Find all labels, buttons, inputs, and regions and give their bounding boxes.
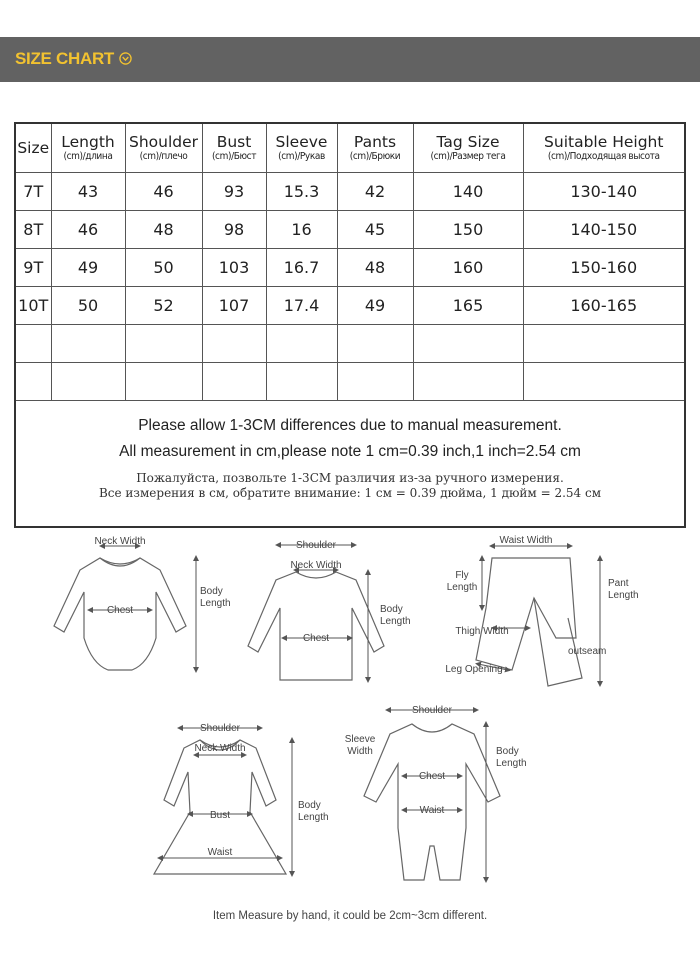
- column-header-unit: (cm)/Подходящая высота: [547, 150, 660, 162]
- column-header-label: Suitable Height: [544, 132, 664, 151]
- table-cell: [266, 324, 337, 362]
- column-header-label: Size: [17, 138, 50, 157]
- bodysuit-body-label: Body: [200, 586, 223, 597]
- table-cell: 49: [51, 248, 125, 286]
- table-cell: 16.7: [266, 248, 337, 286]
- column-header: [202, 124, 266, 172]
- romper-length-label: Length: [496, 758, 527, 769]
- table-cell: 130-140: [523, 172, 684, 210]
- table-cell: [523, 324, 684, 362]
- column-header: [523, 124, 684, 172]
- column-header-label: Bust: [216, 132, 252, 151]
- table-cell: [125, 362, 202, 400]
- romper-sleeve-label: Sleeve: [344, 734, 376, 745]
- dress-shoulder-label: Shoulder: [199, 723, 241, 734]
- table-cell: 48: [125, 210, 202, 248]
- romper-diagram: [364, 724, 500, 880]
- table-row: [16, 172, 684, 210]
- dress-neck-width-label: Neck Width: [194, 743, 246, 754]
- table-cell: 16: [266, 210, 337, 248]
- romper-shoulder-label: Shoulder: [411, 705, 453, 716]
- table-cell: 45: [337, 210, 413, 248]
- column-header-unit: (cm)/Бюст: [211, 150, 257, 162]
- shirt-diagram: [248, 572, 384, 680]
- pants-waist-width-label: Waist Width: [499, 535, 553, 546]
- column-header-unit: (cm)/Размер тега: [430, 150, 506, 162]
- bodysuit-chest-label: Chest: [106, 605, 134, 616]
- pants-leg-opening-label: Leg Opening: [445, 664, 503, 675]
- bodysuit-length-label: Length: [200, 598, 231, 609]
- pants-fly-label: Fly: [455, 570, 469, 581]
- shirt-shoulder-label: Shoulder: [295, 540, 337, 551]
- size-chart-title: SIZE CHART: [15, 49, 115, 68]
- pants-thigh-width-label: Thigh Width: [455, 626, 509, 637]
- table-cell: [202, 324, 266, 362]
- size-chart-box: [14, 122, 686, 528]
- table-cell: 160: [413, 248, 523, 286]
- table-row: [16, 286, 684, 324]
- table-cell: [16, 324, 51, 362]
- table-cell: 46: [51, 210, 125, 248]
- table-cell: 103: [202, 248, 266, 286]
- shirt-body-label: Body: [380, 604, 403, 615]
- column-header: [51, 124, 125, 172]
- note-conversion: All measurement in cm,please note 1 cm=0.39 inch,1 inch=2.54 cm: [119, 443, 581, 460]
- column-header: [16, 124, 51, 172]
- table-cell: [337, 362, 413, 400]
- romper-sleeve-width-label: Width: [347, 746, 373, 757]
- measurement-diagrams: [0, 528, 700, 908]
- table-cell: [125, 324, 202, 362]
- table-cell: [413, 362, 523, 400]
- romper-chest-label: Chest: [418, 771, 446, 782]
- table-cell: 165: [413, 286, 523, 324]
- footer-note: Item Measure by hand, it could be 2cm~3cm different.: [212, 910, 488, 922]
- table-cell: 15.3: [266, 172, 337, 210]
- table-header-row: [16, 124, 684, 172]
- column-header-label: Sleeve: [275, 132, 328, 151]
- table-row: [16, 248, 684, 286]
- romper-body-label: Body: [496, 746, 519, 757]
- table-cell: [523, 362, 684, 400]
- table-cell: 160-165: [523, 286, 684, 324]
- table-cell: [413, 324, 523, 362]
- column-header-unit: (cm)/Брюки: [349, 150, 401, 162]
- shirt-length-label: Length: [380, 616, 411, 627]
- table-cell: 48: [337, 248, 413, 286]
- table-cell: 10T: [16, 286, 51, 324]
- size-table: [16, 124, 684, 401]
- column-header-label: Pants: [353, 132, 397, 151]
- shirt-neck-width-label: Neck Width: [290, 560, 342, 571]
- table-cell: 9T: [16, 248, 51, 286]
- pants-pant-length-label: Length: [608, 590, 639, 601]
- table-cell: 49: [337, 286, 413, 324]
- chevron-down-circle-icon: [119, 52, 132, 65]
- table-cell: 107: [202, 286, 266, 324]
- dress-length-label: Length: [298, 812, 329, 823]
- table-cell: 43: [51, 172, 125, 210]
- column-header: [266, 124, 337, 172]
- table-row: [16, 324, 684, 362]
- pants-fly-length-label: Length: [446, 582, 478, 593]
- table-row: [16, 362, 684, 400]
- table-cell: 8T: [16, 210, 51, 248]
- pants-pant-label: Pant: [608, 578, 629, 589]
- dress-bust-label: Bust: [209, 810, 231, 821]
- note-conversion-ru: Все измерения в см, обратите внимание: 1 см = 0.39 дюйма, 1 дюйм = 2.54 см: [98, 486, 602, 500]
- bodysuit-neck-width-label: Neck Width: [94, 536, 146, 547]
- table-cell: 7T: [16, 172, 51, 210]
- table-cell: 42: [337, 172, 413, 210]
- table-cell: [202, 362, 266, 400]
- table-row: [16, 210, 684, 248]
- pants-outseam-label: outseam: [568, 646, 607, 657]
- column-header-label: Length: [61, 132, 115, 151]
- table-cell: [51, 324, 125, 362]
- romper-waist-label: Waist: [419, 805, 445, 816]
- table-cell: 150-160: [523, 248, 684, 286]
- table-cell: [337, 324, 413, 362]
- column-header-label: Tag Size: [436, 132, 500, 151]
- table-cell: [16, 362, 51, 400]
- table-cell: 140-150: [523, 210, 684, 248]
- note-allowance-ru: Пожалуйста, позвольте 1-3CM различия из-за ручного измерения.: [136, 471, 564, 485]
- column-header-unit: (cm)/плечо: [139, 150, 188, 162]
- table-cell: 46: [125, 172, 202, 210]
- dress-waist-label: Waist: [207, 847, 233, 858]
- note-allowance: Please allow 1-3CM differences due to manual measurement.: [138, 417, 562, 434]
- column-header: [125, 124, 202, 172]
- dress-body-label: Body: [298, 800, 321, 811]
- column-header: [413, 124, 523, 172]
- size-chart-banner: [0, 37, 700, 82]
- table-cell: 52: [125, 286, 202, 324]
- table-cell: 140: [413, 172, 523, 210]
- column-header: [337, 124, 413, 172]
- column-header-unit: (cm)/длина: [63, 150, 113, 162]
- shirt-chest-label: Chest: [302, 633, 330, 644]
- column-header-unit: (cm)/Рукав: [278, 150, 325, 162]
- table-cell: 50: [51, 286, 125, 324]
- table-cell: 17.4: [266, 286, 337, 324]
- table-cell: [51, 362, 125, 400]
- table-cell: [266, 362, 337, 400]
- column-header-label: Shoulder: [128, 132, 199, 151]
- table-cell: 150: [413, 210, 523, 248]
- table-cell: 50: [125, 248, 202, 286]
- table-cell: 98: [202, 210, 266, 248]
- table-cell: 93: [202, 172, 266, 210]
